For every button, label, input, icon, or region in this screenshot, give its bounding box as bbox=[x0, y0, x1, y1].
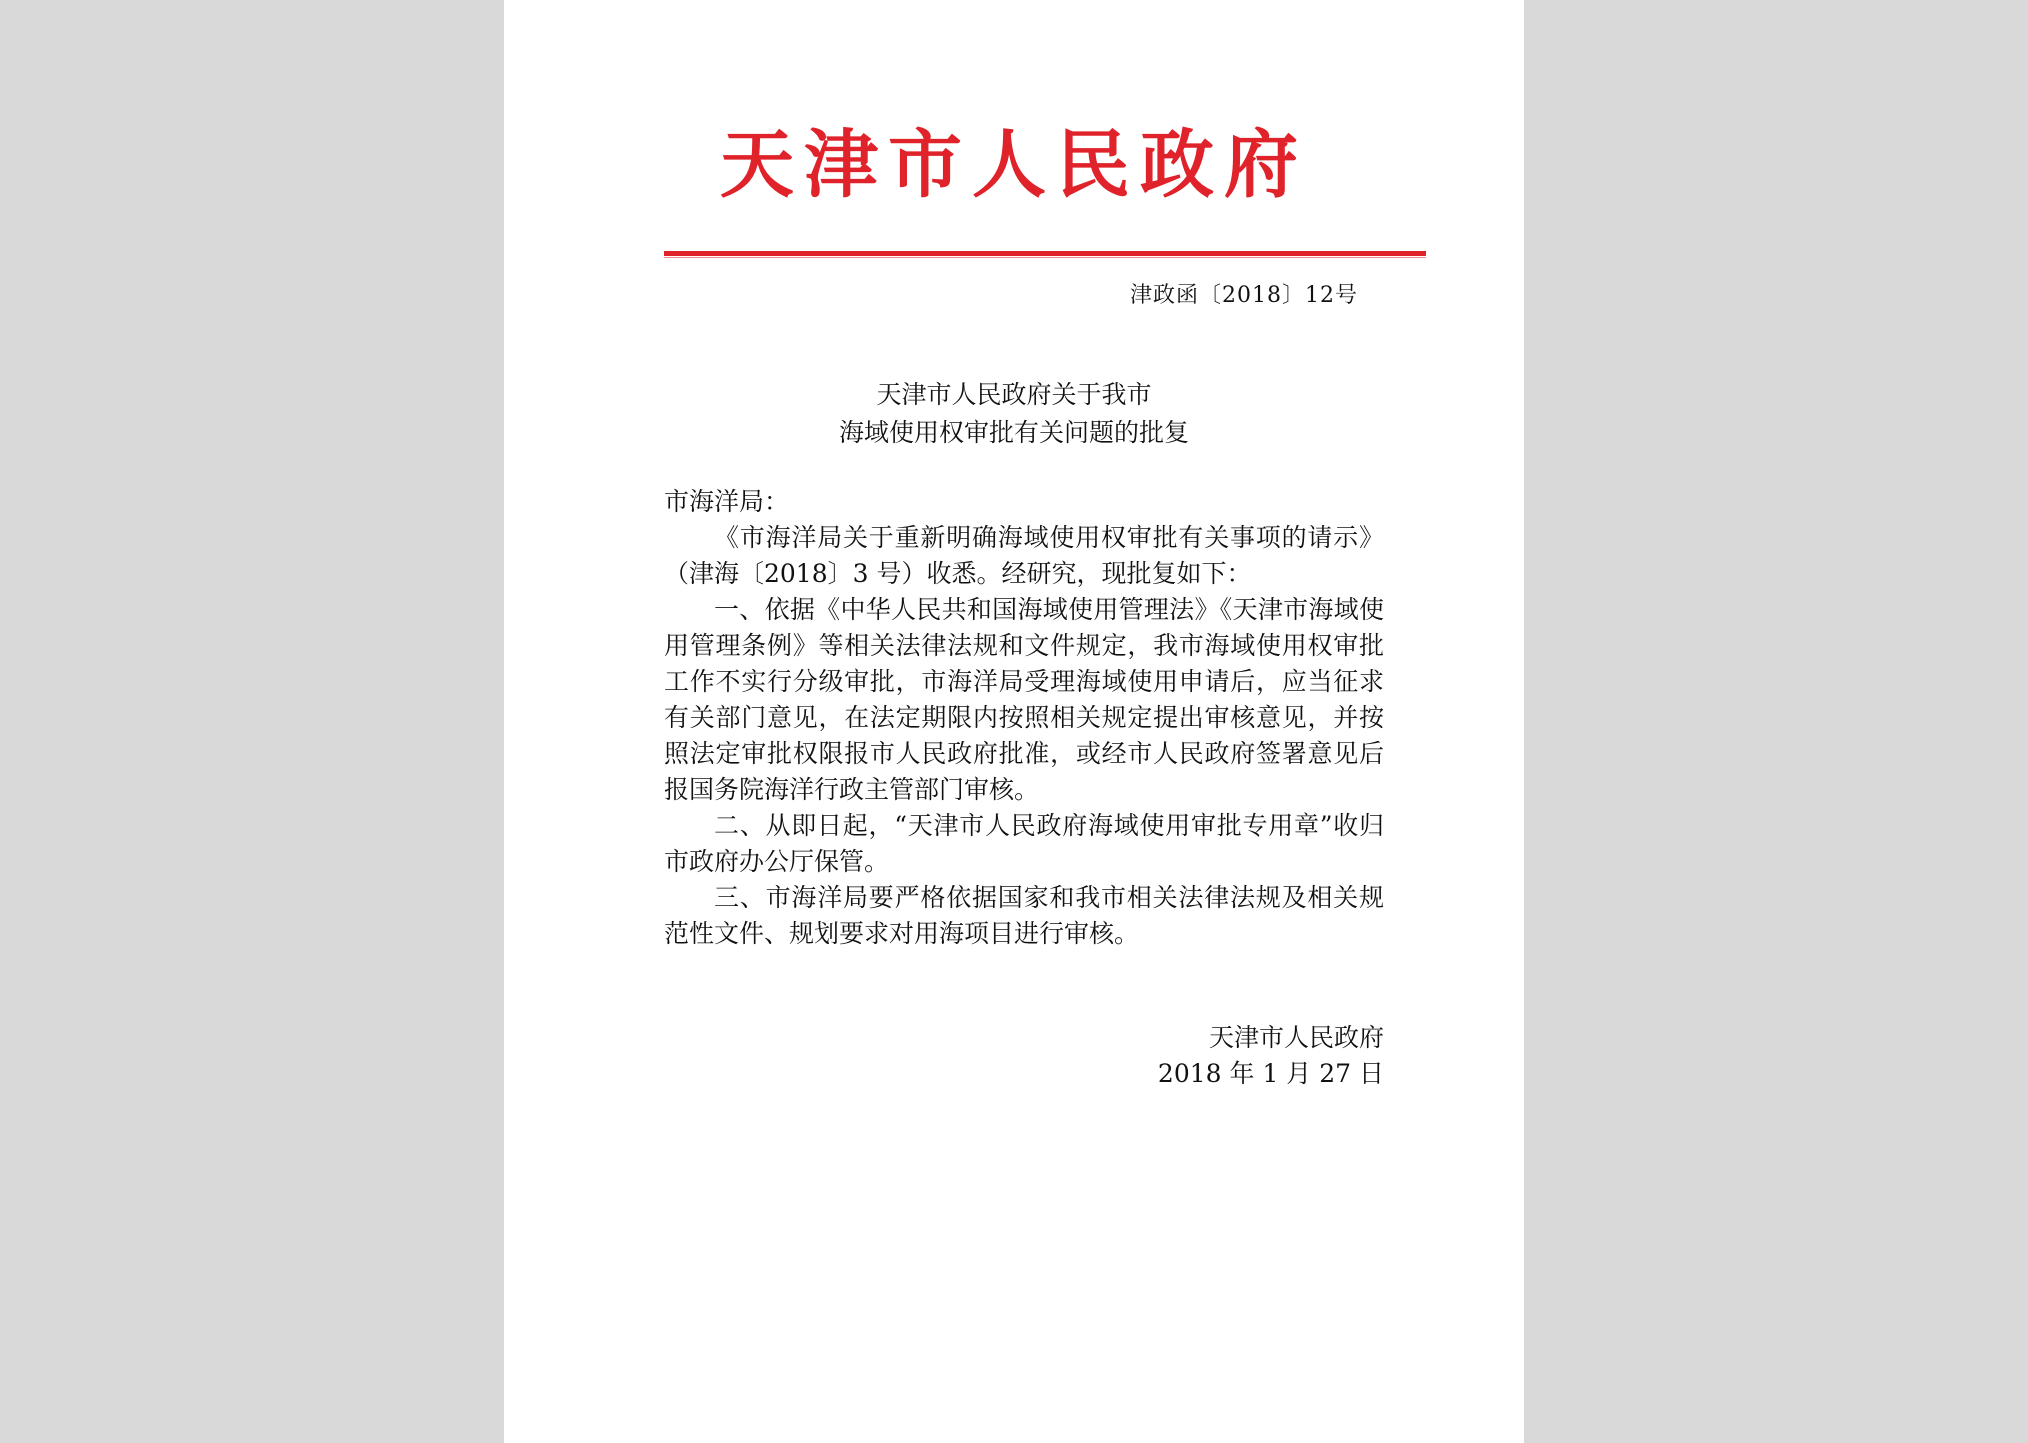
title-line-1: 天津市人民政府关于我市 bbox=[876, 380, 1152, 409]
document-number: 津政函〔2018〕12号 bbox=[1130, 283, 1358, 308]
title-line-2: 海域使用权审批有关问题的批复 bbox=[838, 418, 1189, 447]
signature-date: 2018 年 1 月 27 日 bbox=[1157, 1059, 1384, 1088]
body-paragraph-1: 《市海洋局关于重新明确海域使用权审批有关事项的请示》（津海〔2018〕3 号）收悉。经研究，现批复如下： bbox=[664, 523, 1384, 588]
document-title bbox=[504, 376, 1524, 452]
recipient-line: 市海洋局： bbox=[664, 487, 790, 516]
body-paragraph-2: 一、依据《中华人民共和国海域使用管理法》《天津市海域使用管理条例》等相关法律法规和文件规定，我市海域使用权审批工作不实行分级审批，市海洋局受理海域使用申请后，应当征求有关部门意见，在法定期限内按照相关规定提出审核意见，并按照法定审批权限报市人民政府批准，或经市人民政府签署意见后报国务院海洋行政主管部门审核。 bbox=[664, 595, 1384, 804]
document-body bbox=[664, 484, 1384, 952]
document-page bbox=[504, 0, 1524, 1443]
masthead-red-rule-thin bbox=[664, 257, 1426, 258]
body-paragraph-4: 三、市海洋局要严格依据国家和我市相关法律法规及相关规范性文件、规划要求对用海项目进行审核。 bbox=[664, 883, 1384, 948]
signature-issuer: 天津市人民政府 bbox=[1208, 1023, 1384, 1052]
body-paragraph-3: 二、从即日起，“天津市人民政府海域使用审批专用章”收归市政府办公厅保管。 bbox=[664, 811, 1384, 876]
masthead-title: 天津市人民政府 bbox=[720, 122, 1308, 208]
masthead-red-rule bbox=[664, 251, 1426, 256]
signature-block bbox=[1104, 1020, 1384, 1092]
